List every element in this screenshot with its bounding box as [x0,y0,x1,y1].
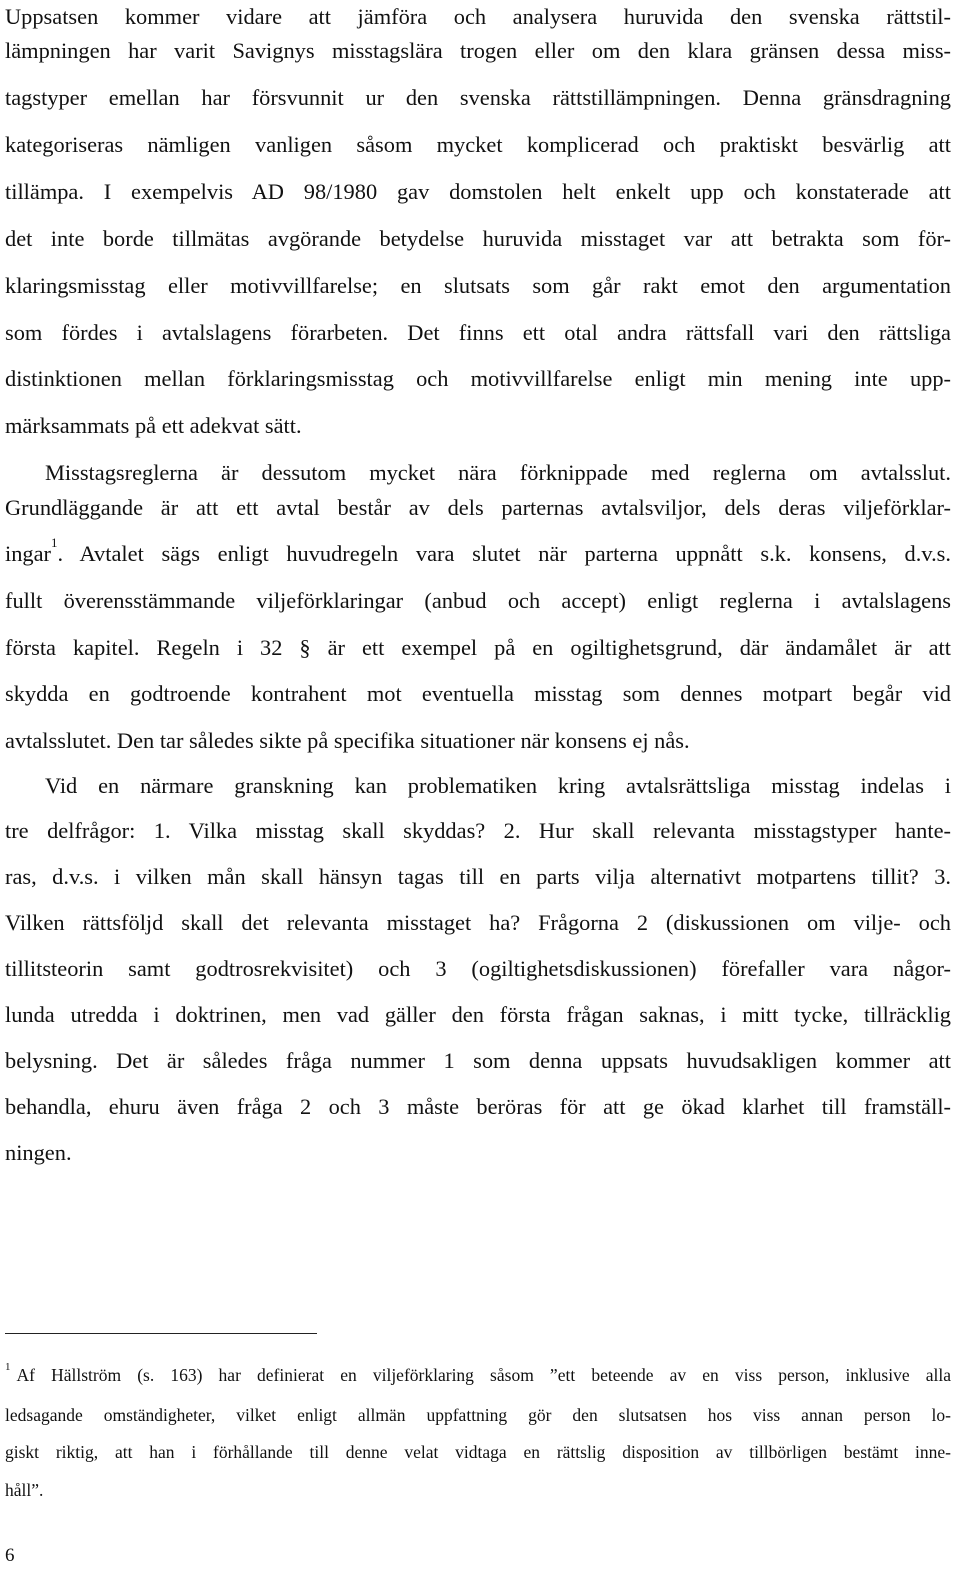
body-line: det inte borde tillmätas avgörande betydelse huruvida misstaget var att betrakta som för- [5,226,951,251]
body-line: som fördes i avtalslagens förarbeten. Det finns ett otal andra rättsfall vari den rättsliga [5,320,951,345]
footnote-marker: 1 [5,1361,11,1373]
footnote-reference[interactable]: 1 [51,535,58,550]
body-line: lämpningen har varit Savignys misstagslära trogen eller om den klara gränsen dessa miss- [5,38,951,63]
footnote-line: håll”. [5,1480,44,1500]
body-line: märksammats på ett adekvat sätt. [5,413,302,438]
body-text: ingar [5,541,52,566]
body-line: distinktionen mellan förklaringsmisstag och motivvillfarelse enligt min mening inte upp- [5,366,951,391]
body-line: tillitsteorin samt godtrosrekvisitet) och 3 (ogiltighetsdiskussionen) förefaller vara någor- [5,956,951,981]
footnote-text: Af Hällström (s. 163) har definierat en viljeförklaring såsom ”ett beteende av en viss person, inklusive alla [16,1365,951,1385]
body-line: ningen. [5,1140,72,1165]
body-line: Vilken rättsföljd skall det relevanta misstaget ha? Frågorna 2 (diskussionen om vilje- och [5,910,951,935]
body-line-with-footnote-ref [5,535,951,568]
body-line: skydda en godtroende kontrahent mot eventuella misstag som dennes motpart begår vid [5,681,951,706]
body-line: avtalsslutet. Den tar således sikte på specifika situationer när konsens ej nås. [5,728,690,753]
body-line: kategoriseras nämligen vanligen såsom mycket komplicerad och praktiskt besvärlig att [5,132,951,157]
footnote-line [5,1361,951,1387]
body-line: fullt överensstämmande viljeförklaringar (anbud och accept) enligt reglerna i avtalslagens [5,588,951,613]
body-line: tagstyper emellan har försvunnit ur den svenska rättstillämpningen. Denna gränsdragning [5,85,951,110]
body-line: lunda utredda i doktrinen, men vad gäller den första frågan saknas, i mitt tycke, tillräcklig [5,1002,951,1027]
footnote-line: giskt riktig, att han i förhållande till denne velat vidtaga en rättslig disposition av tillbörligen bestämt inne- [5,1442,951,1462]
body-text: . Avtalet sägs enligt huvudregeln vara slutet när parterna uppnått s.k. konsens, d.v.s. [57,541,951,566]
body-line: Misstagsreglerna är dessutom mycket nära förknippade med reglerna om avtalsslut. [45,460,951,485]
body-line: första kapitel. Regeln i 32 § är ett exempel på en ogiltighetsgrund, där ändamålet är att [5,635,951,660]
body-line: Grundläggande är att ett avtal består av dels parternas avtalsviljor, dels deras viljeförklar- [5,495,951,520]
footnote-separator [5,1333,317,1334]
body-line: ras, d.v.s. i vilken mån skall hänsyn tagas till en parts vilja alternativt motpartens tillit? 3. [5,864,951,889]
body-line: Uppsatsen kommer vidare att jämföra och analysera huruvida den svenska rättstil- [5,4,951,29]
page-number: 6 [5,1545,15,1566]
footnote-line: ledsagande omständigheter, vilket enligt allmän uppfattning gör den slutsatsen hos viss annan person lo- [5,1405,951,1425]
body-line: tre delfrågor: 1. Vilka misstag skall skyddas? 2. Hur skall relevanta misstagstyper hante- [5,818,951,843]
body-line: tillämpa. I exempelvis AD 98/1980 gav domstolen helt enkelt upp och konstaterade att [5,179,951,204]
body-line: behandla, ehuru även fråga 2 och 3 måste beröras för att ge ökad klarhet till framställ- [5,1094,951,1119]
body-line: Vid en närmare granskning kan problematiken kring avtalsrättsliga misstag indelas i [45,773,951,798]
body-line: klaringsmisstag eller motivvillfarelse; en slutsats som går rakt emot den argumentation [5,273,951,298]
body-line: belysning. Det är således fråga nummer 1 som denna uppsats huvudsakligen kommer att [5,1048,951,1073]
